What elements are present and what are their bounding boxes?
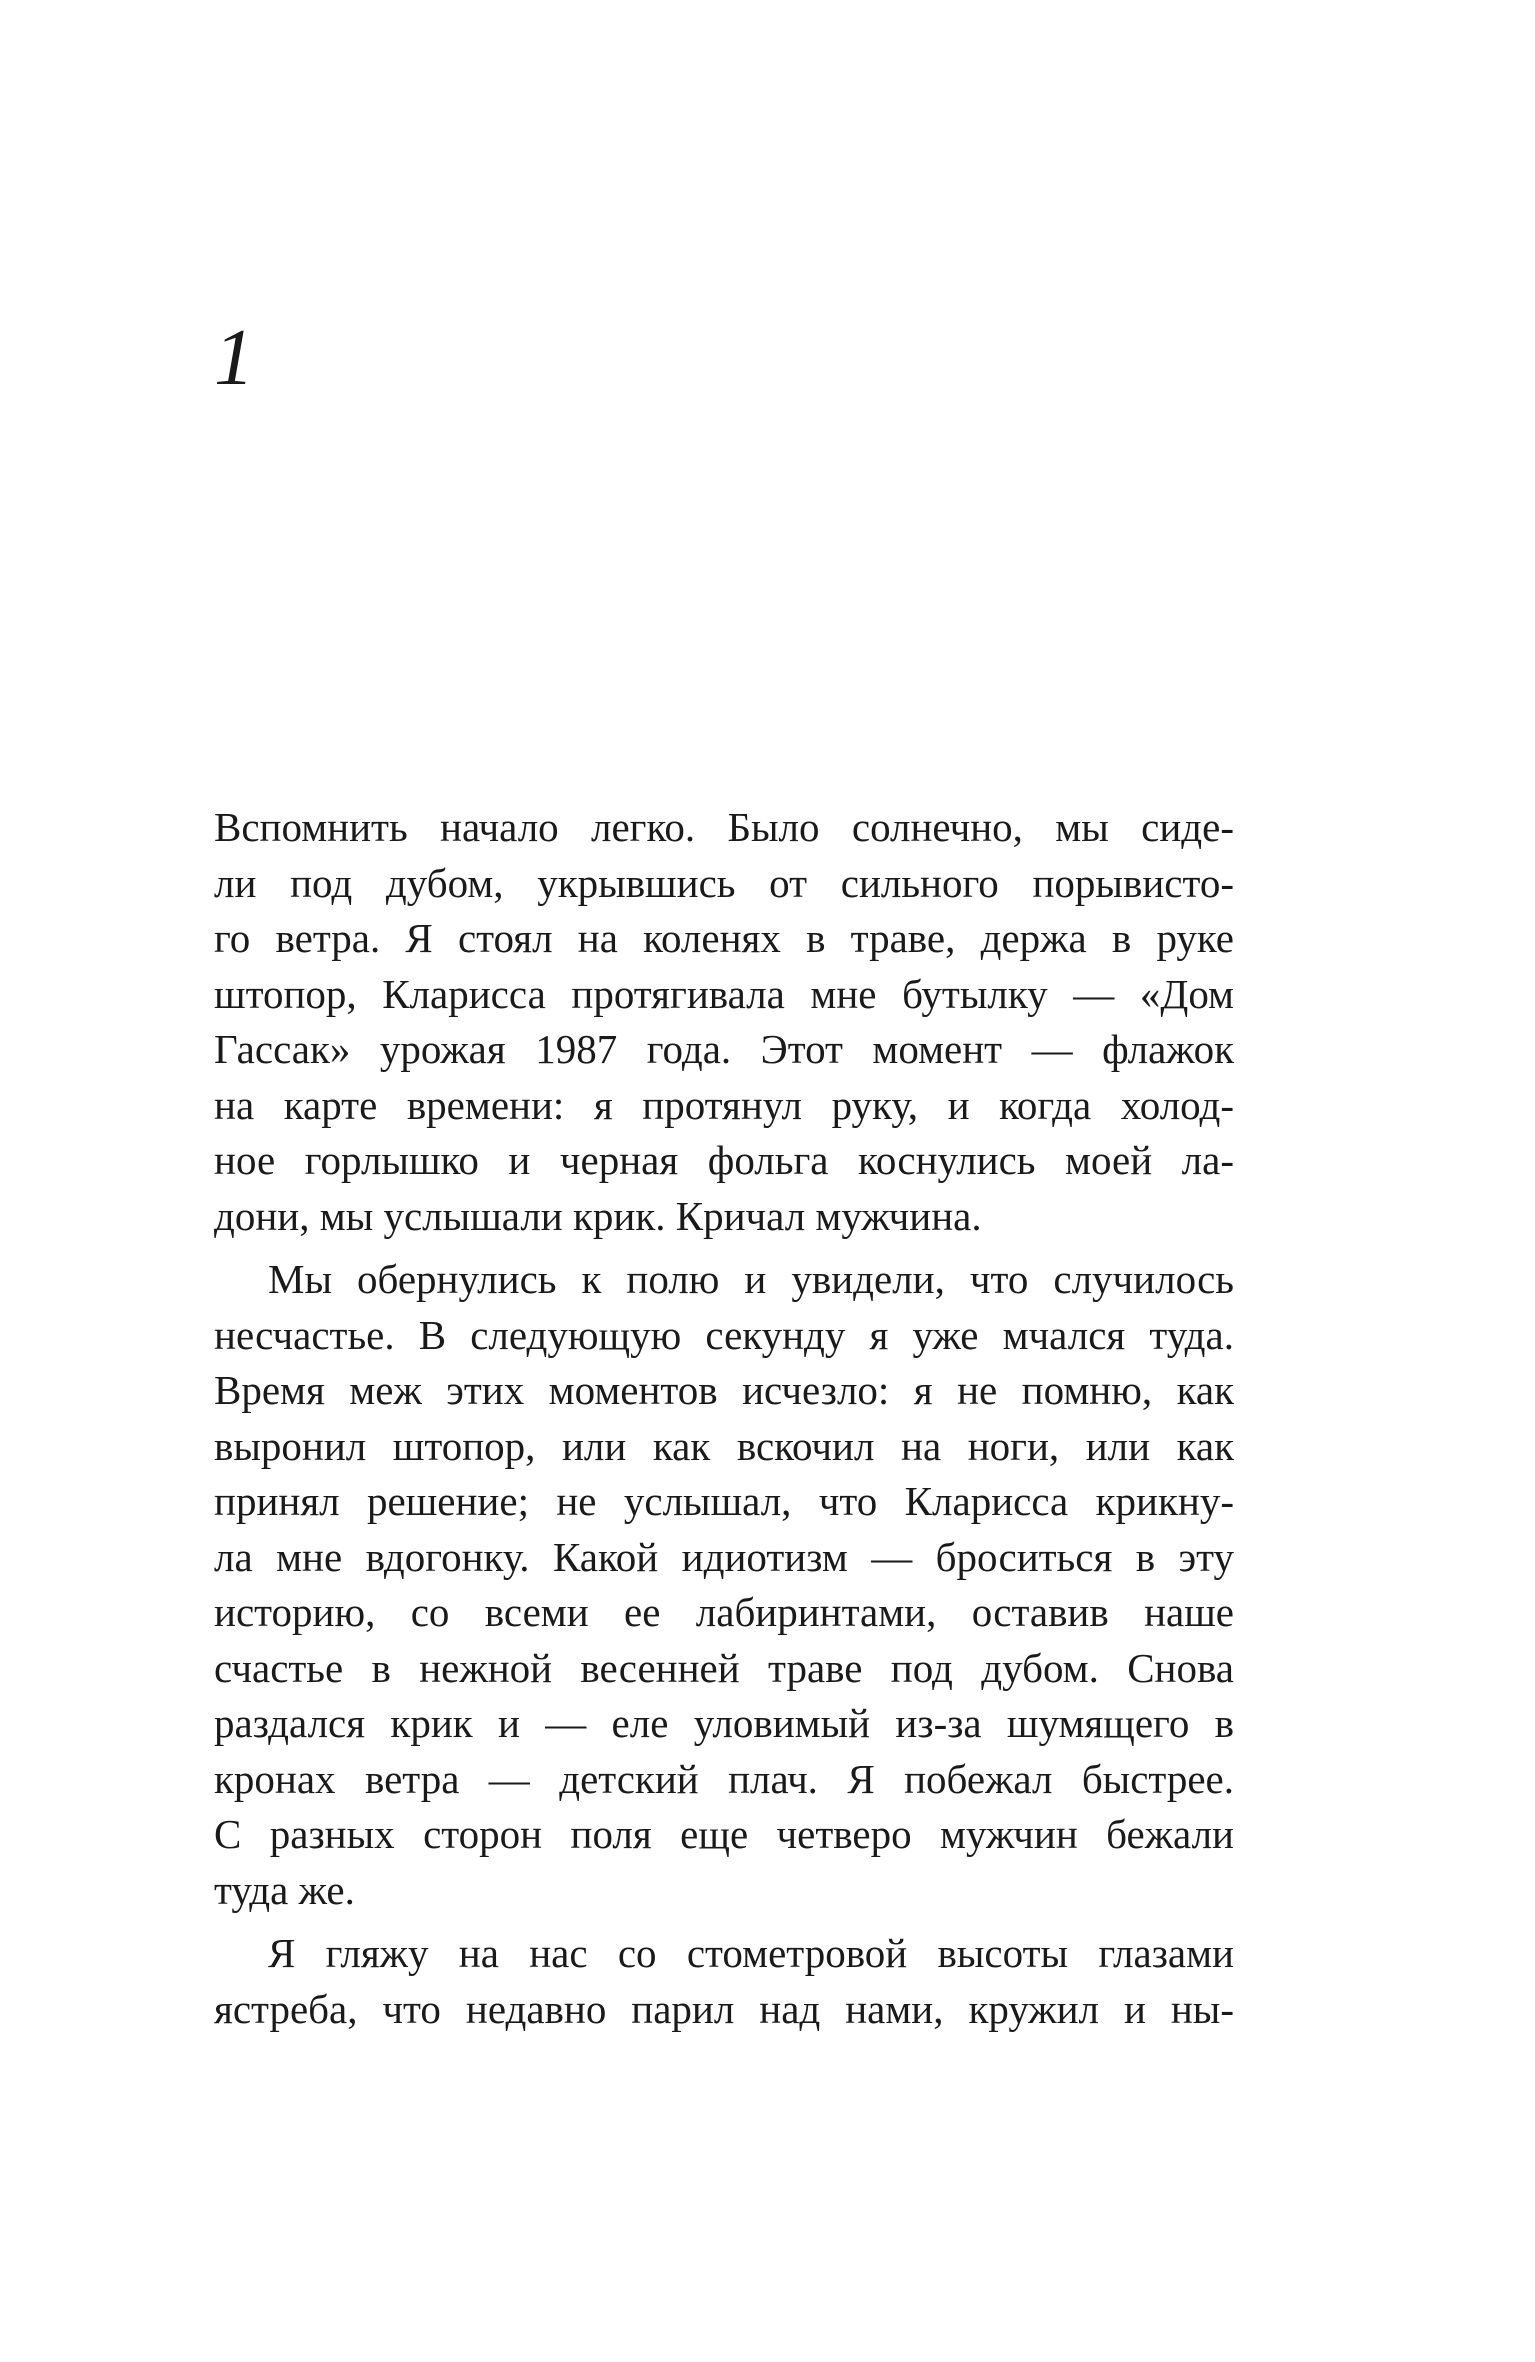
text-line: Гассак» урожая 1987 года. Этот момент — флажок (214, 1026, 1234, 1072)
text-line: несчастье. В следующую секунду я уже мчался туда. (214, 1311, 1234, 1358)
text-line: штопор, Кларисса протягивала мне бутылку — «Дом (214, 970, 1234, 1017)
paragraph-3 (214, 1926, 1234, 2037)
text-line: выронил штопор, или как вскочил на ноги, или как (214, 1422, 1234, 1469)
text-line: Мы обернулись к полю и увидели, что случилось (268, 1256, 1234, 1302)
text-line: на карте времени: я протянул руку, и когда холод- (214, 1081, 1234, 1128)
text-line: историю, со всеми ее лабиринтами, оставив наше (214, 1589, 1234, 1635)
paragraph-gap (214, 1244, 1234, 1252)
paragraph-1 (214, 800, 1234, 1244)
text-line: ястреба, что недавно парил над нами, кружил и ны- (214, 1985, 1234, 2032)
text-line: дони, мы услышали крик. Кричал мужчина. (214, 1192, 982, 1239)
text-line: Я гляжу на нас со стометровой высоты глазами (268, 1930, 1234, 1976)
text-line: Вспомнить начало легко. Было солнечно, мы сиде- (214, 804, 1234, 850)
chapter-body (214, 800, 1234, 2037)
text-line: ное горлышко и черная фольга коснулись моей ла- (214, 1137, 1234, 1183)
text-line: счастье в нежной весенней траве под дубом. Снова (214, 1644, 1234, 1691)
text-line: Время меж этих моментов исчезло: я не помню, как (214, 1367, 1234, 1413)
chapter-number: 1 (214, 314, 254, 402)
text-line: кронах ветра — детский плач. Я побежал быстрее. (214, 1755, 1234, 1802)
paragraph-gap (214, 1918, 1234, 1926)
text-line: ли под дубом, укрывшись от сильного порывисто- (214, 859, 1234, 906)
text-line: го ветра. Я стоял на коленях в траве, держа в руке (214, 915, 1234, 961)
text-line: С разных сторон поля еще четверо мужчин бежали (214, 1811, 1234, 1857)
text-line: ла мне вдогонку. Какой идиотизм — броситься в эту (214, 1533, 1234, 1580)
text-line: туда же. (214, 1866, 355, 1913)
text-line: принял решение; не услышал, что Кларисса крикну- (214, 1478, 1234, 1524)
text-line: раздался крик и — еле уловимый из-за шумящего в (214, 1700, 1234, 1746)
paragraph-2 (214, 1252, 1234, 1918)
